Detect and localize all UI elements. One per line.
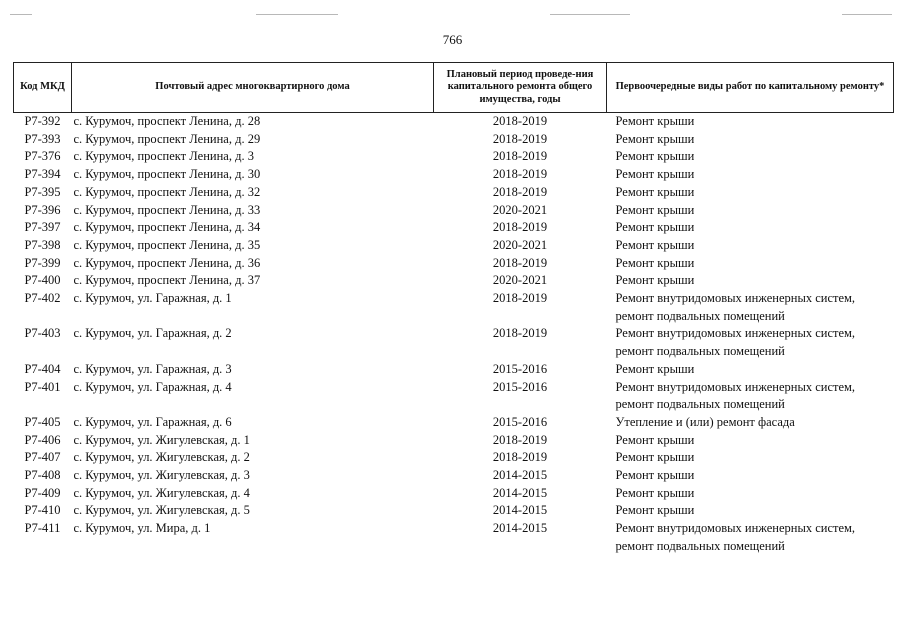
header-period: Плановый период проведе-ния капитального ремонта общего имущества, годы	[434, 63, 607, 113]
cell-code: Р7-401	[24, 379, 61, 394]
table-row	[14, 520, 894, 555]
cell-period: 2014-2015	[492, 468, 548, 483]
table-row	[14, 148, 894, 166]
cell-works: Ремонт внутридомовых инженерных систем, ремонт подвальных помещений	[615, 291, 856, 323]
cell-period: 2015-2016	[492, 414, 548, 429]
cell-period: 2018-2019	[492, 450, 548, 465]
cell-address: с. Курумоч, проспект Ленина, д. 33	[73, 202, 261, 217]
cell-period: 2018-2019	[492, 149, 548, 164]
cell-works: Ремонт крыши	[615, 237, 695, 252]
cell-code: Р7-393	[24, 131, 61, 146]
table-row	[14, 166, 894, 184]
cell-works: Ремонт крыши	[615, 220, 695, 235]
cell-code: Р7-411	[24, 521, 61, 536]
cell-works: Ремонт крыши	[615, 450, 695, 465]
table-row	[14, 131, 894, 149]
table-row	[14, 290, 894, 325]
cell-address: с. Курумоч, ул. Жигулевская, д. 1	[73, 432, 250, 447]
cell-period: 2018-2019	[492, 291, 548, 306]
cell-period: 2018-2019	[492, 432, 548, 447]
table-row	[14, 237, 894, 255]
header-address: Почтовый адрес многоквартирного дома	[72, 63, 434, 113]
cell-works: Ремонт крыши	[615, 202, 695, 217]
cell-address: с. Курумоч, ул. Гаражная, д. 6	[73, 414, 232, 429]
table-header-row	[14, 63, 894, 113]
table-row	[14, 113, 894, 131]
cell-code: Р7-398	[24, 237, 61, 252]
cell-address: с. Курумоч, проспект Ленина, д. 37	[73, 273, 261, 288]
cell-code: Р7-407	[24, 450, 61, 465]
cell-works: Ремонт крыши	[615, 485, 695, 500]
table-row	[14, 432, 894, 450]
cell-address: с. Курумоч, ул. Жигулевская, д. 3	[73, 468, 250, 483]
cell-address: с. Курумоч, ул. Жигулевская, д. 2	[73, 450, 250, 465]
cell-code: Р7-402	[24, 291, 61, 306]
cell-address: с. Курумоч, ул. Гаражная, д. 3	[73, 361, 232, 376]
capital-repair-table	[13, 62, 894, 556]
cell-code: Р7-376	[24, 149, 61, 164]
header-code: Код МКД	[14, 63, 72, 113]
cell-address: с. Курумоч, проспект Ленина, д. 30	[73, 167, 261, 182]
cell-address: с. Курумоч, ул. Жигулевская, д. 4	[73, 485, 250, 500]
cell-code: Р7-404	[24, 361, 61, 376]
cell-address: с. Курумоч, проспект Ленина, д. 3	[73, 149, 254, 164]
cell-period: 2020-2021	[492, 237, 548, 252]
cell-code: Р7-399	[24, 255, 61, 270]
cell-works: Ремонт внутридомовых инженерных систем, ремонт подвальных помещений	[615, 326, 856, 359]
table-row	[14, 361, 894, 379]
cell-code: Р7-408	[24, 468, 61, 483]
cell-works: Ремонт крыши	[615, 468, 695, 483]
table-row	[14, 502, 894, 520]
cell-address: с. Курумоч, ул. Гаражная, д. 4	[73, 379, 232, 394]
cell-address: с. Курумоч, проспект Ленина, д. 28	[73, 114, 261, 128]
cell-code: Р7-400	[24, 273, 61, 288]
cell-works: Ремонт крыши	[615, 361, 695, 376]
cell-code: Р7-395	[24, 184, 61, 199]
cell-address: с. Курумоч, проспект Ленина, д. 35	[73, 237, 261, 252]
cell-period: 2014-2015	[492, 485, 548, 500]
cell-period: 2015-2016	[492, 361, 548, 376]
cell-code: Р7-405	[24, 414, 61, 429]
table-row	[14, 467, 894, 485]
cell-period: 2014-2015	[492, 521, 548, 536]
cell-works: Ремонт внутридомовых инженерных систем, ремонт подвальных помещений	[615, 521, 856, 553]
table-row	[14, 255, 894, 273]
cell-period: 2018-2019	[492, 114, 548, 128]
cell-works: Ремонт крыши	[615, 131, 695, 146]
cell-address: с. Курумоч, проспект Ленина, д. 29	[73, 131, 261, 146]
cell-period: 2018-2019	[492, 326, 548, 341]
cell-period: 2020-2021	[492, 202, 548, 217]
cell-period: 2018-2019	[492, 184, 548, 199]
cell-code: Р7-394	[24, 167, 61, 182]
cell-works: Ремонт крыши	[615, 114, 695, 128]
cell-works: Ремонт крыши	[615, 167, 695, 182]
cell-address: с. Курумоч, проспект Ленина, д. 32	[73, 184, 261, 199]
cell-address: с. Курумоч, ул. Жигулевская, д. 5	[73, 503, 250, 518]
cell-period: 2014-2015	[492, 503, 548, 518]
cell-works: Ремонт крыши	[615, 432, 695, 447]
cell-code: Р7-396	[24, 202, 61, 217]
table-row	[14, 379, 894, 414]
cell-works: Ремонт внутридомовых инженерных систем, ремонт подвальных помещений	[615, 379, 856, 412]
cell-works: Ремонт крыши	[615, 503, 695, 518]
cell-address: с. Курумоч, ул. Гаражная, д. 2	[73, 326, 232, 341]
cell-code: Р7-397	[24, 220, 61, 235]
cell-works: Ремонт крыши	[615, 255, 695, 270]
page-number: 766	[442, 32, 463, 47]
cell-works: Ремонт крыши	[615, 184, 695, 199]
cell-address: с. Курумоч, ул. Мира, д. 1	[73, 521, 211, 536]
table-row	[14, 202, 894, 220]
cell-address: с. Курумоч, проспект Ленина, д. 34	[73, 220, 261, 235]
cell-period: 2018-2019	[492, 131, 548, 146]
cell-address: с. Курумоч, проспект Ленина, д. 36	[73, 255, 261, 270]
table-row	[14, 449, 894, 467]
table-row	[14, 272, 894, 290]
cell-code: Р7-409	[24, 485, 61, 500]
table-body	[14, 113, 894, 556]
cell-code: Р7-403	[24, 326, 61, 341]
cell-period: 2015-2016	[492, 379, 548, 394]
cell-works: Ремонт крыши	[615, 273, 695, 288]
cell-period: 2020-2021	[492, 273, 548, 288]
cell-works: Ремонт крыши	[615, 149, 695, 164]
cell-code: Р7-392	[24, 114, 61, 128]
table-row	[14, 219, 894, 237]
cell-works: Утепление и (или) ремонт фасада	[615, 414, 795, 429]
scan-artifacts	[0, 12, 905, 18]
cell-code: Р7-406	[24, 432, 61, 447]
cell-address: с. Курумоч, ул. Гаражная, д. 1	[73, 291, 232, 306]
table-row	[14, 485, 894, 503]
cell-period: 2018-2019	[492, 167, 548, 182]
cell-period: 2018-2019	[492, 255, 548, 270]
cell-code: Р7-410	[24, 503, 61, 518]
table-row	[14, 414, 894, 432]
cell-period: 2018-2019	[492, 220, 548, 235]
header-works: Первоочередные виды работ по капитальному ремонту*	[607, 63, 894, 113]
table-row	[14, 184, 894, 202]
table-row	[14, 325, 894, 360]
